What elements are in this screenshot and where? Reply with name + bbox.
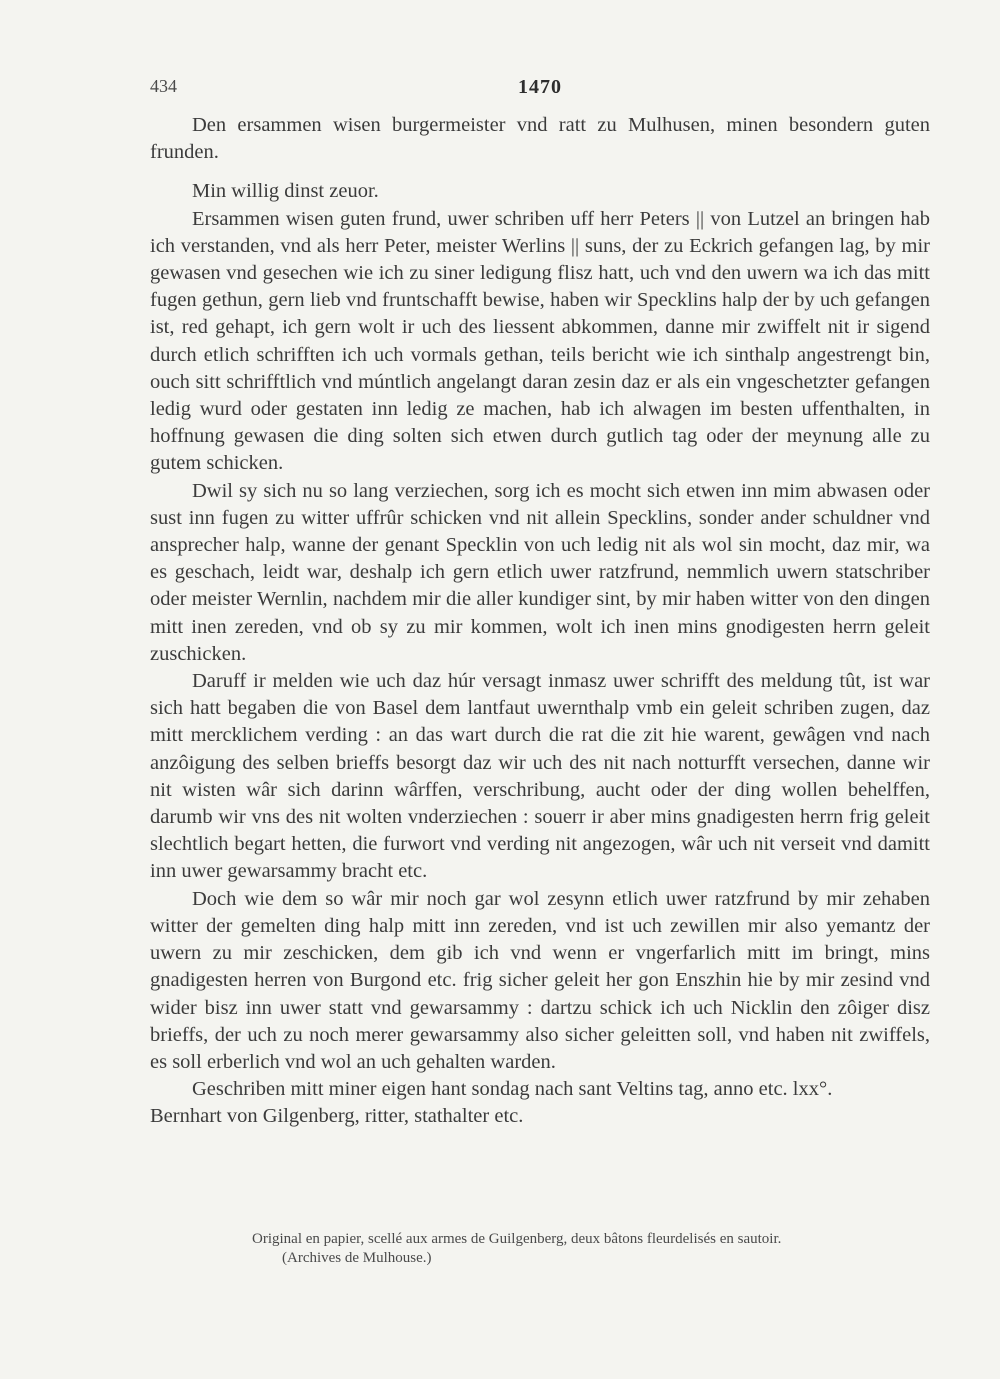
source-description: Original en papier, scellé aux armes de Guilgenberg, deux bâtons fleurdelisés en sautoir. (252, 1231, 782, 1247)
letter-paragraph: Doch wie dem so wâr mir noch gar wol zesynn etlich uwer ratzfrund by mir zehaben witter der gemelten ding halp mitt inn zereden, vnd ist uch zewillen mir also yemantz der uwern zu mir zeschicken, dem gib ich vnd wenn er vngerfarlich mitt im bringt, mins gnadigesten herren von Burgond etc. frig sicher geleit her gon Enszhin hie by mir zesind vnd wider bisz inn uwer statt vnd gewarsammy : dartzu schick ich uch Nicklin den zôiger disz brieffs, der uch zu noch merer gewarsammy also sicher geleitten soll, vnd haben nit zwiffels, es soll erberlich vnd wol an uch gehalten warden. (150, 887, 930, 1073)
letter-greeting: Min willig dinst zeuor. (192, 180, 379, 203)
page-number: 434 (150, 76, 177, 96)
source-note (150, 1230, 940, 1268)
letter-closing: Geschriben mitt miner eigen hant sondag nach sant Veltins tag, anno etc. lxx°. (192, 1078, 833, 1101)
page-header (150, 76, 930, 102)
letter-paragraph: Ersammen wisen guten frund, uwer schriben uff herr Peters || von Lutzel an bringen hab ich verstanden, vnd als herr Peter, meister Werlins || suns, der zu Eckrich gefangen lag, by mir gewasen vnd gesechen wie ich zu siner ledigung flisz hatt, uch vnd den uwern wa ich das mitt fugen gethun, gern lieb vnd fruntschafft bewise, haben wir Specklins halp der by uch gefangen ist, red gehapt, ich gern wolt ir uch des liessent abkommen, danne mir zwiffelt nit ir sigend durch etlich schrifften ich uch vormals gethan, teils bericht wie ich sinthalp angestrengt bin, ouch sitt schrifftlich vnd múntlich angelangt daran zesin daz er als ein vngeschetzter gefangen ledig wurd oder gestaten inn ledig ze machen, hab ich alwagen im besten uffenthalten, in hoffnung gewasen die ding solten sich etwen durch gutlich tag oder der meynung alle zu gutem schicken. (150, 207, 930, 475)
document-year-heading: 1470 (518, 76, 562, 98)
letter-address: Den ersammen wisen burgermeister vnd ratt zu Mulhusen, minen besondern guten frunden. (150, 114, 930, 164)
letter-body (150, 112, 930, 1131)
letter-paragraph: Dwil sy sich nu so lang verziechen, sorg ich es mocht sich etwen inn mim abwasen oder sust inn fugen zu witter uffrûr schicken vnd nit allein Specklins, sonder ander schuldner vnd ansprecher halp, wanne der genant Specklin von uch ledig nit als wol sin mocht, daz mir, wa es geschach, leidt war, deshalp ich gern etlich uwer ratzfrund, nemmlich uwern statschriber oder meister Wernlin, nachdem mir die aller kundiger sint, by mir haben witter von den dingen mitt inen zereden, vnd ob sy zu mir kommen, wolt ich inen mins gnodigesten herrn geleit zuschicken. (150, 479, 930, 665)
letter-signature: Bernhart von Gilgenberg, ritter, stathalter etc. (150, 1105, 524, 1128)
archive-reference: (Archives de Mulhouse.) (282, 1250, 432, 1266)
letter-paragraph: Daruff ir melden wie uch daz húr versagt inmasz uwer schrifft des meldung tût, ist war sich hatt begaben die von Basel dem lantfaut uwernthalp vmb ein geleit schriben zugen, daz mitt mercklichem verding : an das wart durch die rat die zit hie warent, gewâgen vnd nach anzôigung des selben brieffs besorgt daz wir uch des nit nach notturfft versechen, danne wir nit wisten wâr sich darinn wârffen, verschribung, aucht oder der ding wollen behelffen, darumb wir vns des nit wolten vnderziechen : souerr ir aber mins gnadigesten herrn frig geleit slechtlich begart hetten, die furwort vnd verding nit angezogen, wâr uch nit verseit vnd damitt inn uwer gewarsammy bracht etc. (150, 670, 930, 883)
